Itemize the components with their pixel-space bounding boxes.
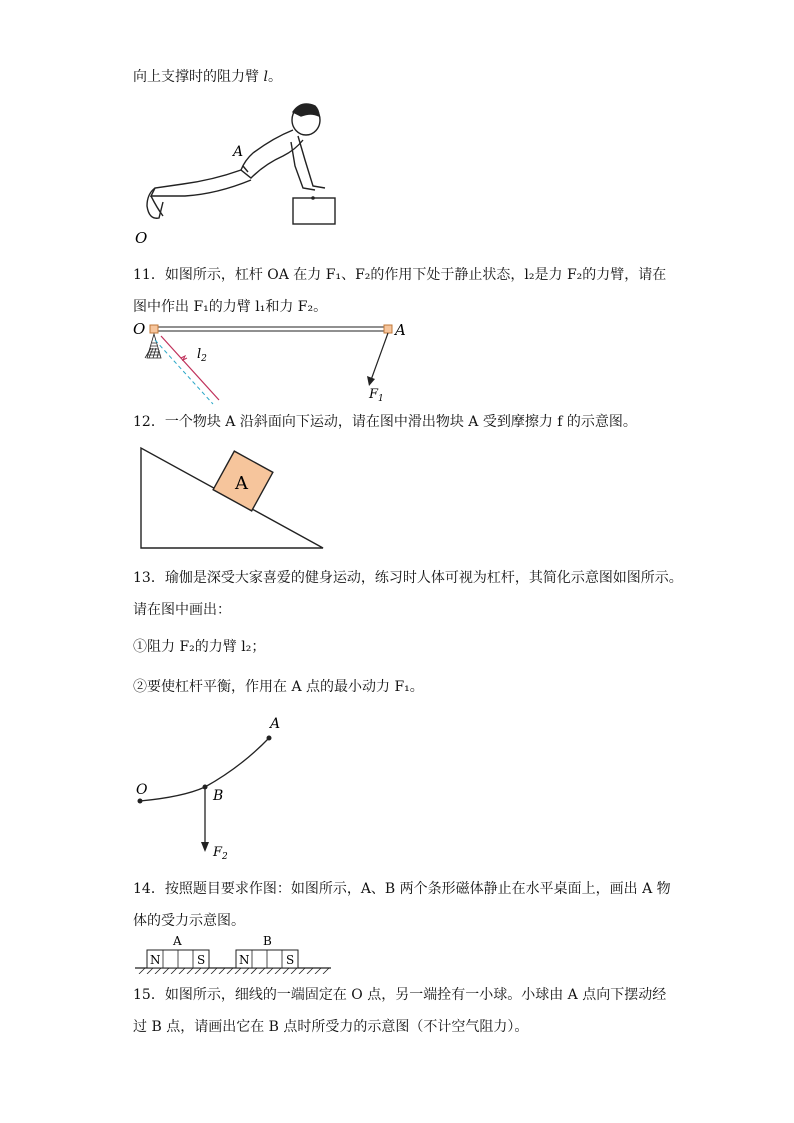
- magnet-a-pole-n: N: [150, 953, 161, 967]
- lever-figure: [133, 318, 423, 408]
- q11-line1: 11．如图所示，杠杆 OA 在力 F₁、F₂的作用下处于静止状态，l₂是力 F₂的力臂，请在: [133, 267, 667, 283]
- lever-label-a: A: [395, 321, 406, 339]
- magnets-figure: [133, 932, 333, 974]
- q13-line1: 13．瑜伽是深受大家喜爱的健身运动，练习时人体可视为杠杆，其简化示意图如图所示。: [133, 570, 683, 586]
- magnet-a-label: A: [173, 934, 182, 948]
- intro-line: [133, 66, 282, 86]
- yoga-figure: [133, 712, 293, 867]
- yoga-label-o: O: [136, 782, 148, 798]
- q14-line2: 体的受力示意图。: [133, 913, 245, 929]
- pushup-figure: [133, 98, 353, 248]
- pushup-label-o: O: [135, 229, 148, 247]
- magnet-b-label: B: [263, 934, 272, 948]
- lever-label-f1: $F_1$: [369, 387, 384, 404]
- intro-var: l: [263, 69, 268, 85]
- magnet-b-pole-n: N: [239, 953, 250, 967]
- q13-item1: ①阻力 F₂的力臂 l₂；: [133, 639, 266, 655]
- yoga-label-b: B: [213, 788, 224, 804]
- lever-label-l2: $l_2$: [197, 347, 207, 364]
- magnet-a-pole-s: S: [197, 953, 206, 967]
- intro-end: 。: [267, 69, 282, 85]
- q12-line1: 12．一个物块 A 沿斜面向下运动，请在图中滑出物块 A 受到摩擦力 f 的示意图。: [133, 414, 637, 430]
- q14-line1: 14．按照题目要求作图：如图所示，A、B 两个条形磁体静止在水平桌面上，画出 A 物: [133, 881, 671, 897]
- pushup-label-a: A: [233, 144, 244, 160]
- lever-label-o: O: [133, 320, 146, 338]
- incline-block-label: A: [235, 473, 248, 494]
- magnet-b-pole-s: S: [286, 953, 295, 967]
- q13-item2: ②要使杠杆平衡，作用在 A 点的最小动力 F₁。: [133, 679, 424, 695]
- yoga-label-a: A: [270, 716, 281, 732]
- intro-text: 向上支撑时的阻力臂: [133, 69, 259, 85]
- yoga-label-f2: $F_2$: [213, 845, 228, 862]
- incline-figure: [133, 440, 333, 555]
- q13-line2: 请在图中画出：: [133, 602, 231, 618]
- q11-line2: 图中作出 F₁的力臂 l₁和力 F₂。: [133, 299, 328, 315]
- q15-line2: 过 B 点，请画出它在 B 点时所受力的示意图（不计空气阻力）。: [133, 1019, 529, 1035]
- q15-line1: 15．如图所示，细线的一端固定在 O 点，另一端拴有一小球。小球由 A 点向下摆动经: [133, 987, 667, 1003]
